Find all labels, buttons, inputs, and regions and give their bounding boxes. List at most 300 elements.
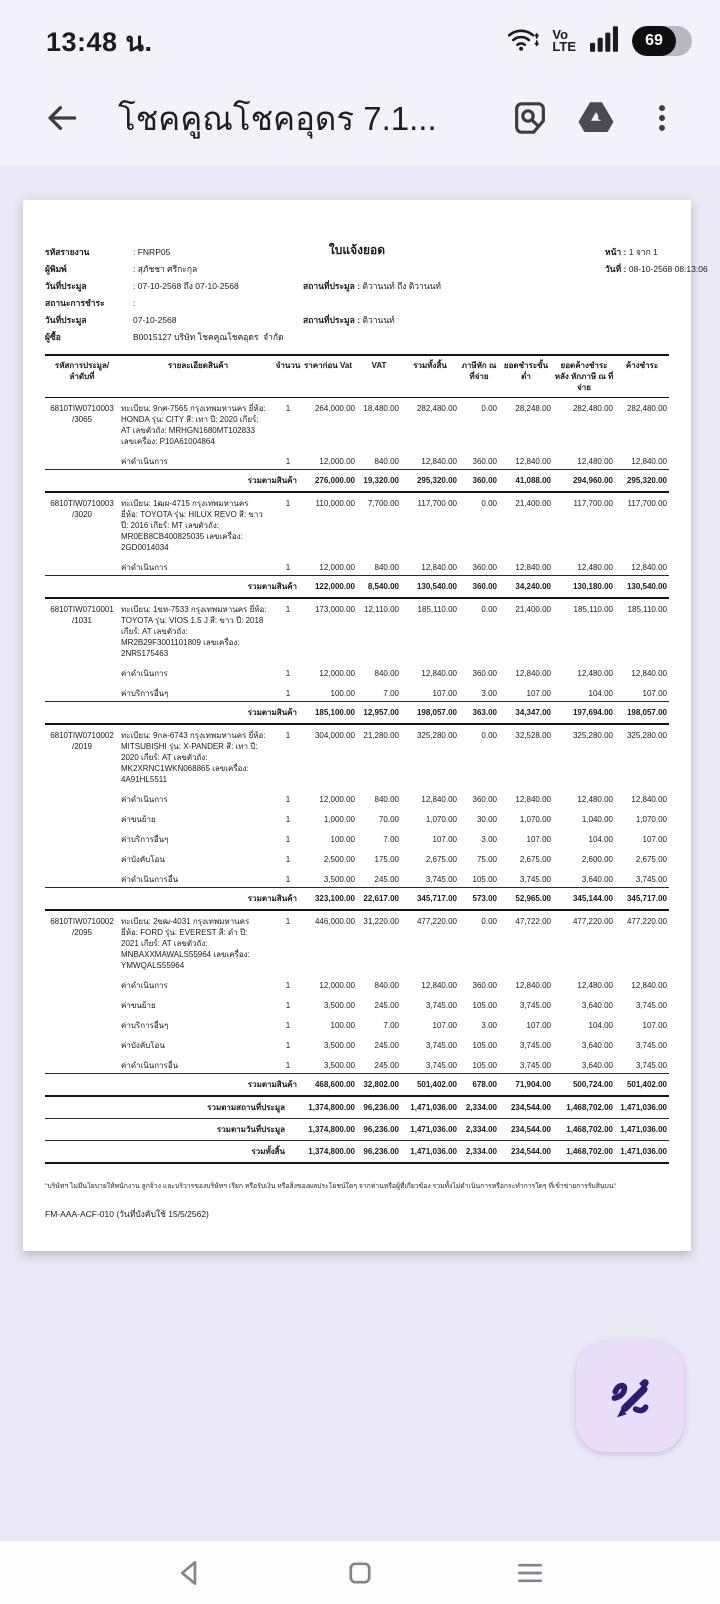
amount-cell: 52,965.00 [515, 894, 551, 903]
amount-cell: 32,802.00 [363, 1080, 399, 1089]
table-row [45, 725, 669, 787]
amount-cell: 304,000.00 [314, 731, 355, 740]
table-row [45, 973, 669, 993]
auction-code-cell [45, 993, 119, 1013]
amount-cell: 282,480.00 [416, 404, 457, 413]
item-description-cell: ค่าบริการอื่นๆ [121, 689, 169, 698]
amount-cell: 282,480.00 [572, 404, 613, 413]
battery-icon [632, 26, 692, 56]
amount-cell: 500,724.00 [572, 1080, 613, 1089]
back-button[interactable] [34, 90, 90, 146]
amount-cell: 96,236.00 [363, 1147, 399, 1156]
amount-cell: 28,248.00 [515, 404, 551, 413]
amount-cell: 34,347.00 [515, 708, 551, 717]
print-datetime: วันที่ : 08-10-2568 08:13:06 [605, 264, 708, 274]
amount-cell: 117,700.00 [573, 499, 613, 508]
amount-cell: 1,468,702.00 [566, 1147, 613, 1156]
group-total-row [45, 887, 669, 911]
amount-cell: 3.00 [481, 689, 497, 698]
amount-cell: 3,745.00 [635, 1041, 667, 1050]
report-title: ใบแจ้งยอด [328, 243, 386, 257]
amount-cell: 12,480.00 [577, 563, 613, 572]
amount-cell: 477,220.00 [572, 917, 613, 926]
amount-cell: 12,480.00 [577, 795, 613, 804]
column-header: รหัสการประมูล/ ลำดับที่ [54, 361, 110, 381]
signal-strength-icon [588, 25, 620, 58]
amount-cell: 12,480.00 [577, 457, 613, 466]
auction-code-cell [45, 847, 119, 867]
column-header: จำนวน [275, 361, 301, 370]
grand-total-label: รวมตามวันที่ประมูล [216, 1125, 285, 1134]
amount-cell: 30.00 [476, 815, 497, 824]
info-value: : [133, 298, 136, 308]
amount-cell: 107.00 [526, 835, 551, 844]
amount-cell: 3,745.00 [425, 875, 457, 884]
amount-cell: 3,745.00 [425, 1001, 457, 1010]
anti-bribery-footnote: "บริษัทฯ ไม่มีนโยบายให้พนักงาน ลูกจ้าง และบริวารของบริษัทฯ เรียก หรือรับเงิน หรือสิ่งของผลประโยชน์ใดๆ จากท่านหรือผู้ที่เกี่ยวข้อง รวมทั้งไม่ดำเนินการหรือกระทำการใดๆ ที่เข้าข่ายการรับสินบน" [45, 1183, 616, 1190]
info-label: สถานะการชำระ [45, 298, 105, 308]
item-description-cell: ค่าดำเนินการ [121, 981, 168, 990]
auction-code-cell [45, 827, 119, 847]
amount-cell: 840.00 [374, 457, 399, 466]
find-in-document-button[interactable] [502, 90, 558, 146]
pdf-page [23, 200, 708, 1251]
amount-cell: 446,000.00 [314, 917, 355, 926]
amount-cell: 468,600.00 [314, 1080, 355, 1089]
auction-code-cell [45, 1053, 119, 1073]
item-description-cell: ค่าดำเนินการ [121, 563, 168, 572]
amount-cell: 2,334.00 [465, 1147, 497, 1156]
group-total-row [45, 701, 669, 725]
wifi-icon [506, 24, 540, 59]
amount-cell: 71,904.00 [515, 1080, 551, 1089]
form-code: FM-AAA-ACF-010 (วันที่บังคับใช้ 15/5/2562) [45, 1209, 209, 1219]
column-header: ค้างชำระ [625, 361, 659, 370]
info-row [45, 295, 669, 312]
table-row [45, 993, 669, 1013]
amount-cell: 0.00 [481, 605, 497, 614]
table-row [45, 681, 669, 701]
group-total-label: รวมตามสินค้า [247, 708, 297, 717]
group-total-label: รวมตามสินค้า [247, 582, 297, 591]
group-total-row [45, 469, 669, 493]
quantity-cell: 1 [285, 563, 291, 572]
amount-cell: 107.00 [432, 1021, 457, 1030]
amount-cell: 185,110.00 [627, 605, 667, 614]
amount-cell: 360.00 [472, 457, 497, 466]
info-value: : 07-10-2568 ถึง 07-10-2568 [133, 281, 239, 291]
amount-cell: 12,000.00 [319, 457, 355, 466]
amount-cell: 2,675.00 [519, 855, 551, 864]
amount-cell: 12,840.00 [631, 457, 667, 466]
amount-cell: 295,320.00 [626, 476, 667, 485]
item-description-cell: ค่าดำเนินการ [121, 795, 168, 804]
auction-code-cell [45, 398, 119, 449]
column-header: รวมทั้งสิ้น [413, 361, 447, 370]
amount-cell: 12,840.00 [631, 795, 667, 804]
amount-cell: 1,471,036.00 [410, 1147, 457, 1156]
amount-cell: 1,070.00 [425, 815, 457, 824]
amount-cell: 3,500.00 [323, 1061, 355, 1070]
table-row [45, 867, 669, 887]
amount-cell: 110,000.00 [315, 499, 355, 508]
auction-seq: /2095 [71, 928, 93, 937]
amount-cell: 325,280.00 [416, 731, 457, 740]
amount-cell: 1,070.00 [519, 815, 551, 824]
clock: 13:48 น. [46, 26, 153, 57]
item-description-cell: ทะเบียน: 2ขฒ-4031 กรุงเทพมหานคร ยี่ห้อ: FORD รุ่น: EVEREST สี: ดำ ปี: 2021 เกียร์: AT เลขตัวถัง: MNBAXXMAWALS55964 เลขเครื่อง: YMWQALS55964 [121, 917, 250, 970]
amount-cell: 12,000.00 [319, 563, 355, 572]
amount-cell: 7.00 [383, 835, 399, 844]
amount-cell: 3.00 [481, 1021, 497, 1030]
amount-cell: 0.00 [481, 917, 497, 926]
amount-cell: 3,745.00 [519, 1001, 551, 1010]
amount-cell: 282,480.00 [626, 404, 667, 413]
auction-location: สถานที่ประมูล : ติวานนท์ [303, 315, 395, 325]
amount-cell: 234,544.00 [510, 1147, 551, 1156]
quantity-cell: 1 [285, 855, 291, 864]
amount-cell: 12,840.00 [515, 457, 551, 466]
amount-cell: 3,745.00 [519, 1041, 551, 1050]
auction-code: 6810TIW0710002 [50, 917, 114, 926]
item-description-cell: ค่าบังคับโอน [121, 1041, 165, 1050]
amount-cell: 0.00 [481, 404, 497, 413]
table-row [45, 827, 669, 847]
auction-code: 6810TIW0710001 [50, 605, 114, 614]
amount-cell: 325,280.00 [626, 731, 667, 740]
quantity-cell: 1 [285, 731, 291, 740]
info-value: B0015127 บริษัท โชคคูณโชคอุดร จำกัด [133, 332, 284, 342]
info-label: ผู้ซื้อ [45, 332, 61, 342]
amount-cell: 12,840.00 [421, 981, 457, 990]
amount-cell: 840.00 [374, 669, 399, 678]
amount-cell: 245.00 [374, 1001, 399, 1010]
quantity-cell: 1 [285, 457, 291, 466]
table-row [45, 449, 669, 469]
grand-total-row [45, 1097, 669, 1119]
table-body [45, 398, 669, 1164]
amount-cell: 12,840.00 [515, 981, 551, 990]
battery-percent: 69 [632, 26, 676, 56]
info-label: รหัสรายงาน [45, 247, 90, 257]
amount-cell: 7.00 [383, 689, 399, 698]
amount-cell: 245.00 [374, 1061, 399, 1070]
amount-cell: 8,540.00 [367, 582, 399, 591]
item-description-cell: ทะเบียน: 9กล-6743 กรุงเทพมหานคร ยี่ห้อ: MITSUBISHI รุ่น: X-PANDER สี: เทา ปี: 2020 เกียร์: AT เลขตัวถัง: MK2XRNC1WKN068865 เลขเครื่อง: 4A91HL5511 [121, 731, 266, 784]
auction-code: 6810TIW0710002 [50, 731, 114, 740]
auction-code-cell [45, 867, 119, 887]
amount-cell: 1,471,036.00 [410, 1103, 457, 1112]
quantity-cell: 1 [285, 605, 291, 614]
amount-cell: 3,500.00 [323, 875, 355, 884]
table-row [45, 661, 669, 681]
amount-cell: 105.00 [472, 875, 497, 884]
amount-cell: 1,000.00 [323, 815, 355, 824]
amount-cell: 100.00 [330, 835, 355, 844]
amount-cell: 107.00 [526, 689, 551, 698]
amount-cell: 18,480.00 [363, 404, 399, 413]
amount-cell: 360.00 [472, 582, 497, 591]
amount-cell: 840.00 [374, 563, 399, 572]
amount-cell: 100.00 [330, 689, 355, 698]
amount-cell: 360.00 [472, 476, 497, 485]
amount-cell: 12,110.00 [364, 605, 399, 614]
amount-cell: 3.00 [481, 835, 497, 844]
amount-cell: 1,374,800.00 [308, 1147, 355, 1156]
amount-cell: 12,840.00 [515, 669, 551, 678]
amount-cell: 107.00 [642, 835, 667, 844]
amount-cell: 678.00 [472, 1080, 497, 1089]
quantity-cell: 1 [285, 795, 291, 804]
column-header: ราคาก่อน Vat [304, 361, 352, 370]
auction-location-range: สถานที่ประมูล : ติวานนท์ ถึง ติวานนท์ [303, 281, 442, 291]
status-bar [0, 0, 720, 70]
amount-cell: 3,640.00 [581, 875, 613, 884]
nav-back-button[interactable] [160, 1543, 220, 1603]
amount-cell: 360.00 [472, 981, 497, 990]
amount-cell: 3,745.00 [425, 1061, 457, 1070]
amount-cell: 32,528.00 [515, 731, 551, 740]
amount-cell: 1,471,036.00 [410, 1125, 457, 1134]
doc-info-left [45, 244, 669, 346]
amount-cell: 21,280.00 [363, 731, 399, 740]
quantity-cell: 1 [285, 917, 291, 926]
auction-code-cell [45, 787, 119, 807]
amount-cell: 19,320.00 [363, 476, 399, 485]
amount-cell: 96,236.00 [363, 1103, 399, 1112]
amount-cell: 197,694.00 [572, 708, 613, 717]
amount-cell: 245.00 [374, 875, 399, 884]
amount-cell: 12,000.00 [319, 795, 355, 804]
quantity-cell: 1 [285, 1021, 291, 1030]
info-value: : FNRP05 [133, 247, 171, 257]
amount-cell: 477,220.00 [626, 917, 667, 926]
quantity-cell: 1 [285, 1041, 291, 1050]
amount-cell: 21,400.00 [515, 499, 551, 508]
quantity-cell: 1 [285, 875, 291, 884]
amount-cell: 477,220.00 [416, 917, 457, 926]
info-row [45, 329, 669, 346]
quantity-cell: 1 [285, 815, 291, 824]
overflow-menu-button[interactable] [634, 90, 690, 146]
amount-cell: 840.00 [374, 795, 399, 804]
auction-code-cell [45, 493, 119, 555]
amount-cell: 117,700.00 [417, 499, 457, 508]
volte-badge: Vo LTE [552, 27, 576, 54]
amount-cell: 175.00 [374, 855, 399, 864]
info-value: : สุภัชชา ศรีกะกุล [133, 264, 198, 274]
pdf-viewport[interactable] [0, 166, 720, 1541]
table-row [45, 807, 669, 827]
quantity-cell: 1 [285, 1061, 291, 1070]
amount-cell: 363.00 [472, 708, 497, 717]
amount-cell: 12,840.00 [631, 563, 667, 572]
auction-code-cell [45, 661, 119, 681]
amount-cell: 234,544.00 [510, 1125, 551, 1134]
quantity-cell: 1 [285, 689, 291, 698]
amount-cell: 12,840.00 [421, 457, 457, 466]
item-description-cell: ค่าดำเนินการ [121, 457, 168, 466]
table-row [45, 847, 669, 867]
amount-cell: 345,717.00 [626, 894, 667, 903]
quantity-cell: 1 [285, 499, 291, 508]
amount-cell: 840.00 [374, 981, 399, 990]
amount-cell: 345,717.00 [416, 894, 457, 903]
table-row [45, 1013, 669, 1033]
item-description-cell: ค่าบริการอื่นๆ [121, 835, 169, 844]
auction-code: 6810TIW0710003 [50, 499, 114, 508]
amount-cell: 234,544.00 [510, 1103, 551, 1112]
document-header [45, 243, 708, 348]
document-title: โชคคูณโชคอุดร 7.1... [118, 99, 437, 137]
auction-code-cell [45, 973, 119, 993]
amount-cell: 198,057.00 [626, 708, 667, 717]
amount-cell: 294,960.00 [572, 476, 613, 485]
amount-cell: 2,334.00 [465, 1125, 497, 1134]
auction-seq: /2019 [71, 742, 93, 751]
amount-cell: 185,110.00 [573, 605, 613, 614]
amount-cell: 1,468,702.00 [566, 1125, 613, 1134]
amount-cell: 501,402.00 [626, 1080, 667, 1089]
auction-code-cell [45, 681, 119, 701]
amount-cell: 21,400.00 [515, 605, 551, 614]
table-row [45, 555, 669, 575]
amount-cell: 276,000.00 [314, 476, 355, 485]
amount-cell: 107.00 [642, 689, 667, 698]
item-description-cell: ค่าบริการอื่นๆ [121, 1021, 169, 1030]
amount-cell: 360.00 [472, 795, 497, 804]
auction-seq: /3020 [71, 510, 93, 519]
amount-cell: 41,088.00 [515, 476, 551, 485]
item-description-cell: ค่าขนย้าย [121, 815, 156, 824]
grand-total-label: รวมตามสถานที่ประมูล [207, 1103, 285, 1112]
column-header: ยอดชำระขั้นต่ำ [503, 361, 549, 381]
amount-cell: 0.00 [481, 731, 497, 740]
app-bar [0, 70, 720, 166]
auction-code-cell [45, 911, 119, 973]
table-row [45, 787, 669, 807]
amount-cell: 117,700.00 [627, 499, 667, 508]
amount-cell: 1,471,036.00 [620, 1147, 667, 1156]
amount-cell: 264,000.00 [314, 404, 355, 413]
amount-cell: 12,840.00 [631, 981, 667, 990]
amount-cell: 130,180.00 [572, 582, 613, 591]
annotate-fab[interactable] [576, 1342, 684, 1452]
item-description-cell: ค่าดำเนินการ [121, 669, 168, 678]
grand-total-row [45, 1119, 669, 1141]
amount-cell: 1,468,702.00 [566, 1103, 613, 1112]
table-row [45, 911, 669, 973]
amount-cell: 107.00 [432, 689, 457, 698]
item-description-cell: ทะเบียน: 1ฒผ-4715 กรุงเทพมหานคร ยี่ห้อ: TOYOTA รุ่น: HILUX REVO สี: ขาว ปี: 2016 เกียร์: MT เลขตัวถัง: MR0EB8CB400825035 เลขเครื่อง: 2GD0014034 [121, 499, 263, 552]
amount-cell: 7.00 [383, 1021, 399, 1030]
auction-code-cell [45, 1033, 119, 1053]
item-description-cell: ค่าขนย้าย [121, 1001, 156, 1010]
auction-code-cell [45, 449, 119, 469]
group-total-label: รวมตามสินค้า [247, 476, 297, 485]
grand-total-row [45, 1141, 669, 1164]
amount-cell: 185,100.00 [314, 708, 355, 717]
amount-cell: 501,402.00 [416, 1080, 457, 1089]
amount-cell: 130,540.00 [416, 582, 457, 591]
amount-cell: 107.00 [432, 835, 457, 844]
table-row [45, 493, 669, 555]
info-row [45, 261, 669, 278]
column-header: VAT [371, 361, 387, 370]
amount-cell: 2,675.00 [425, 855, 457, 864]
amount-cell: 3,640.00 [581, 1061, 613, 1070]
table-row [45, 599, 669, 661]
amount-cell: 104.00 [588, 689, 613, 698]
amount-cell: 3,640.00 [581, 1041, 613, 1050]
amount-cell: 360.00 [472, 563, 497, 572]
amount-cell: 1,471,036.00 [620, 1125, 667, 1134]
auction-code: 6810TIW0710003 [50, 404, 114, 413]
amount-cell: 173,000.00 [314, 605, 355, 614]
table-row [45, 1033, 669, 1053]
amount-cell: 107.00 [642, 1021, 667, 1030]
quantity-cell: 1 [285, 981, 291, 990]
amount-cell: 2,600.00 [581, 855, 613, 864]
item-description-cell: ค่าบังคับโอน [121, 855, 165, 864]
quantity-cell: 1 [285, 404, 291, 413]
group-total-label: รวมตามสินค้า [247, 894, 297, 903]
grand-total-label: รวมทั้งสิ้น [251, 1147, 285, 1156]
amount-cell: 12,840.00 [515, 795, 551, 804]
amount-cell: 0.00 [481, 499, 497, 508]
nav-home-button[interactable] [330, 1543, 390, 1603]
page-number: หน้า : 1 จาก 1 [605, 247, 658, 257]
item-description-cell: ค่าดำเนินการอื่น [121, 1061, 179, 1070]
info-value: 07-10-2568 [133, 315, 177, 325]
amount-cell: 105.00 [472, 1041, 497, 1050]
group-total-row [45, 1073, 669, 1097]
amount-cell: 130,540.00 [626, 582, 667, 591]
amount-cell: 573.00 [472, 894, 497, 903]
amount-cell: 1,040.00 [581, 815, 613, 824]
amount-cell: 12,000.00 [319, 669, 355, 678]
item-description-cell: ทะเบียน: 9กศ-7565 กรุงเทพมหานคร ยี่ห้อ: HONDA รุ่น: CITY สี: เทา ปี: 2020 เกียร์: AT เลขตัวถัง: MRHGN1680MT102833 เลขเครื่อง: P10A61004864 [121, 404, 266, 446]
amount-cell: 34,240.00 [515, 582, 551, 591]
navigation-bar [0, 1541, 720, 1604]
amount-cell: 70.00 [378, 815, 399, 824]
amount-cell: 3,500.00 [323, 1041, 355, 1050]
save-to-drive-button[interactable] [568, 90, 624, 146]
amount-cell: 12,840.00 [515, 563, 551, 572]
auction-code-cell [45, 1013, 119, 1033]
amount-cell: 3,745.00 [519, 1061, 551, 1070]
amount-cell: 245.00 [374, 1041, 399, 1050]
amount-cell: 3,745.00 [635, 875, 667, 884]
amount-cell: 3,745.00 [519, 875, 551, 884]
auction-seq: /1031 [71, 616, 93, 625]
amount-cell: 295,320.00 [416, 476, 457, 485]
amount-cell: 105.00 [472, 1001, 497, 1010]
amount-cell: 3,500.00 [323, 1001, 355, 1010]
amount-cell: 31,220.00 [363, 917, 399, 926]
amount-cell: 1,374,800.00 [308, 1125, 355, 1134]
statement-table [45, 354, 669, 1164]
column-header: รายละเอียดสินค้า [167, 361, 229, 370]
amount-cell: 75.00 [476, 855, 497, 864]
column-header: ยอดค้างชำระหลัง หักภาษี ณ ที่จ่าย [554, 361, 614, 392]
amount-cell: 100.00 [330, 1021, 355, 1030]
group-total-row [45, 575, 669, 599]
amount-cell: 47,722.00 [515, 917, 551, 926]
auction-code-cell [45, 807, 119, 827]
auction-code-cell [45, 725, 119, 787]
nav-recents-button[interactable] [500, 1543, 560, 1603]
